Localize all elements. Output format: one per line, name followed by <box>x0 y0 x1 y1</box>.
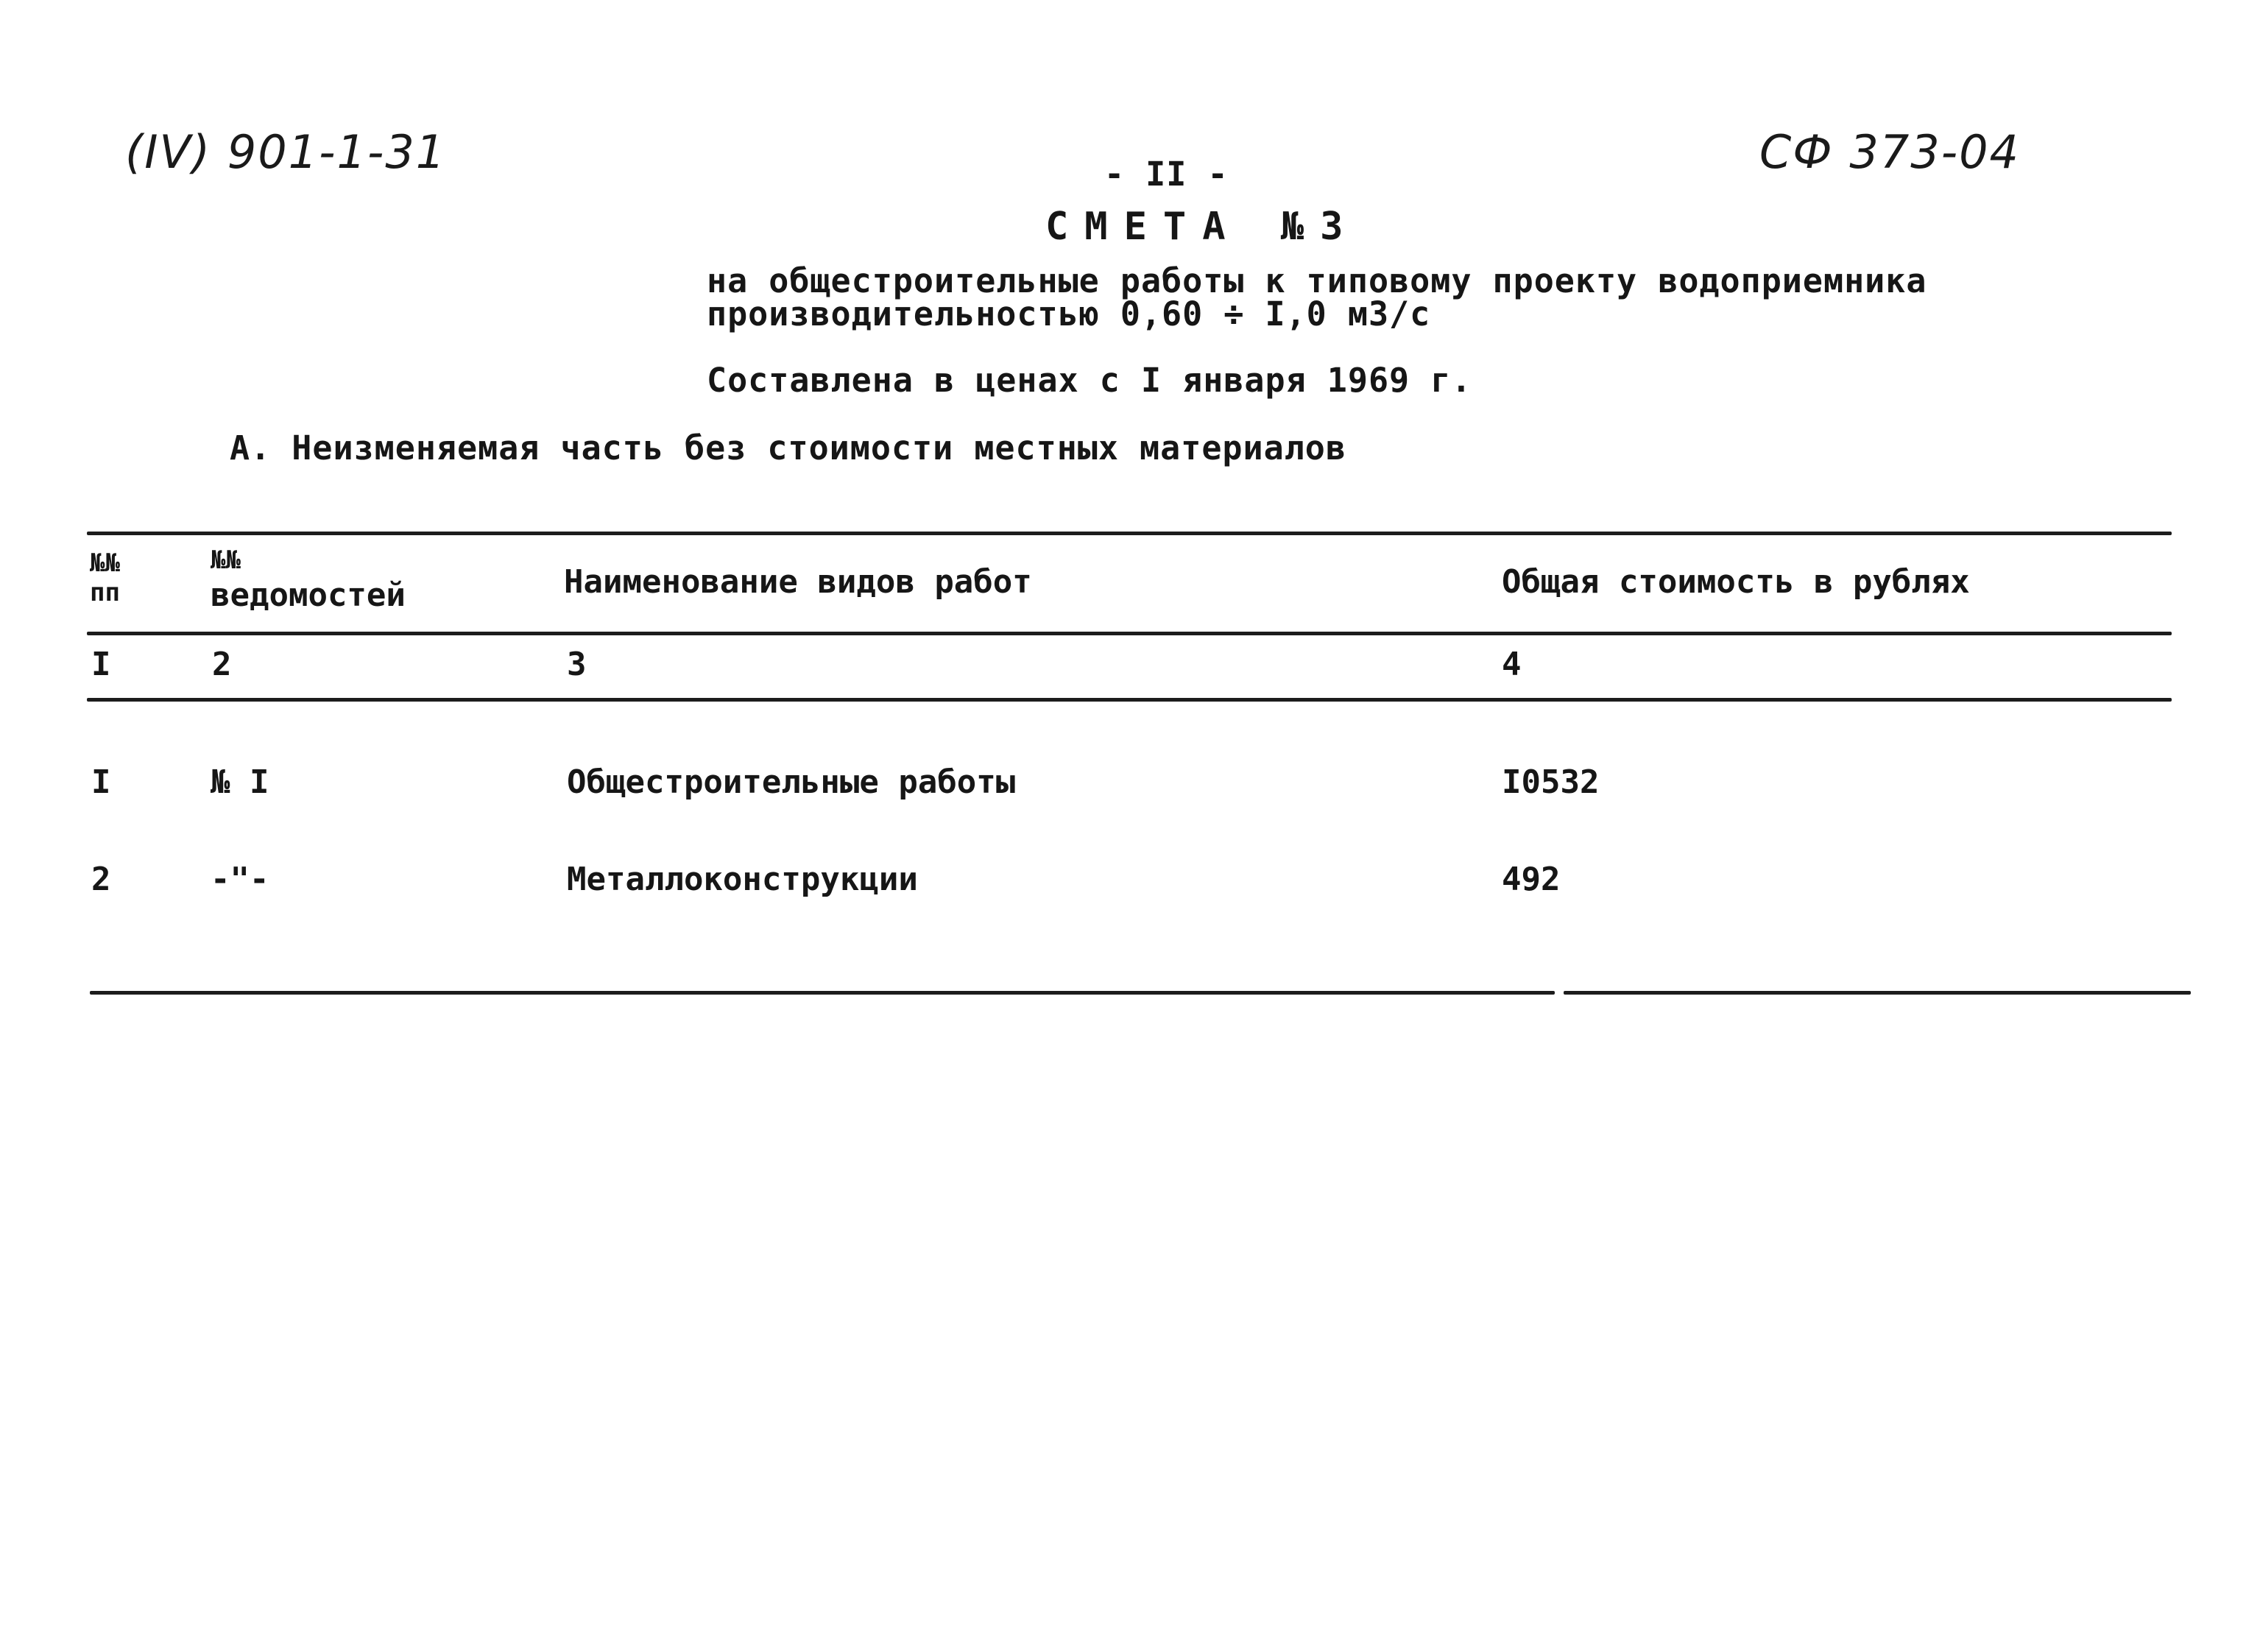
table-numbers-rule <box>87 698 2172 702</box>
header-col2-line2: ведомостей <box>211 576 406 614</box>
row-number: I <box>91 763 111 801</box>
row-cost: 492 <box>1502 861 1561 898</box>
table-header-rule <box>87 632 2172 635</box>
document-code-right: СФ 373-04 <box>1759 125 2020 179</box>
header-col1-line1: №№ <box>90 548 120 578</box>
table-top-rule <box>87 532 2172 535</box>
document-title: СМЕТА №3 <box>1045 205 1360 249</box>
row-number: 2 <box>91 861 111 898</box>
header-col3: Наименование видов работ <box>564 563 1032 601</box>
document-code-left: (IV) 901-1-31 <box>125 125 447 179</box>
header-col2-line1: №№ <box>211 546 241 575</box>
table-bottom-rule <box>90 991 1555 995</box>
section-heading: А. Неизменяемая часть без стоимости местных материалов <box>230 428 1346 467</box>
column-number: 3 <box>567 646 587 683</box>
prices-note: Составлена в ценах с I января 1969 г. <box>707 361 1472 400</box>
document-subtitle-line2: производительностью 0,60 ÷ I,0 м3/с <box>707 294 1431 333</box>
row-work-name: Металлоконструкции <box>567 861 918 898</box>
column-number: I <box>91 646 111 683</box>
row-sheet: № I <box>211 763 269 801</box>
column-number: 4 <box>1502 646 1522 683</box>
page-number: - II - <box>1104 155 1229 194</box>
row-work-name: Общестроительные работы <box>567 763 1016 801</box>
row-cost: I0532 <box>1502 763 1600 801</box>
document-subtitle-line1: на общестроительные работы к типовому проекту водоприемника <box>707 261 1927 300</box>
row-sheet: -"- <box>211 861 269 898</box>
header-col1-line2: пп <box>90 578 120 607</box>
table-bottom-rule <box>1564 991 2191 995</box>
column-number: 2 <box>212 646 232 683</box>
header-col4: Общая стоимость в рублях <box>1502 563 1970 601</box>
